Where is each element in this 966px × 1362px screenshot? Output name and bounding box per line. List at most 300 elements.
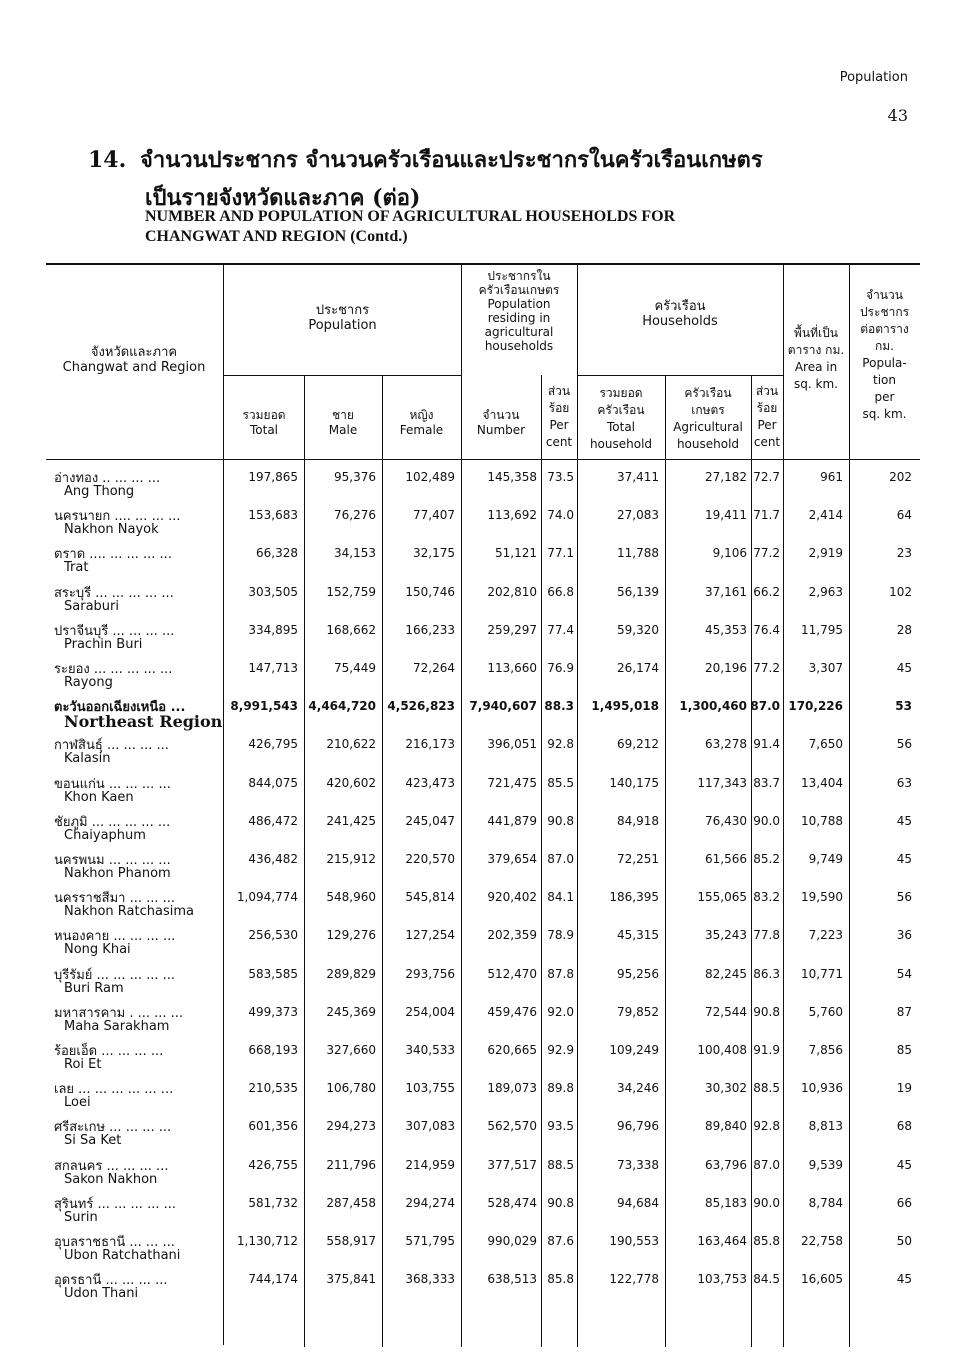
cell-area: 961 [820,470,843,484]
changwat-thai: ระยอง ... ... ... ... ... [54,662,173,677]
cell-agri: 396,051 [487,737,537,752]
cell-agri-pct: 77.4 [547,622,574,637]
cell-agri-pct: 90.8 [547,1195,574,1210]
table-row [46,582,920,620]
cell-agri-pct: 88.5 [547,1157,574,1172]
cell-total: 334,895 [248,622,298,637]
table-top-rule [46,263,920,265]
cell-total: 1,130,712 [236,1234,298,1248]
header-total: รวมยอด Total [242,408,286,437]
cell-agri: 7,940,607 [469,699,537,714]
cell-female: 214,959 [405,1157,455,1172]
cell-hh-total: 56,139 [617,584,659,599]
table-number: 14. [88,147,127,173]
cell-total: 583,585 [248,966,298,981]
cell-hh-agri: 100,408 [697,1043,747,1057]
header-rule-population [224,375,461,376]
cell-agri: 441,879 [487,813,537,828]
changwat-english: Si Sa Ket [64,1133,122,1149]
cell-male: 289,829 [326,966,376,981]
cell-total: 147,713 [248,661,298,675]
cell-agri: 638,513 [487,1272,537,1287]
cell-hh-agri: 89,840 [705,1119,747,1134]
cell-area: 9,749 [808,852,843,866]
header-hh-agri: ครัวเรือน เกษตร Agricultural household [673,386,743,451]
cell-hh-pct: 83.2 [753,890,780,905]
cell-female: 150,746 [405,584,455,599]
cell-total: 303,505 [248,584,298,599]
table-row [46,925,920,963]
changwat-english: Ang Thong [64,484,135,499]
cell-female: 307,083 [405,1119,455,1134]
cell-hh-total: 34,246 [617,1081,659,1096]
cell-total: 486,472 [248,813,298,828]
cell-female: 293,756 [405,966,455,981]
changwat-english: Roi Et [64,1057,102,1072]
cell-hh-agri: 37,161 [705,584,747,599]
changwat-thai: มหาสารคาม . ... ... ... [54,1005,184,1021]
cell-agri-pct: 76.9 [547,661,574,675]
cell-female: 220,570 [405,852,455,866]
header-bottom-rule [46,459,920,460]
changwat-english: Chaiyaphum [64,827,146,843]
cell-agri: 920,402 [487,890,537,905]
cell-hh-total: 26,174 [617,661,659,675]
changwat-english: Buri Ram [64,980,124,996]
cell-hh-total: 94,684 [617,1195,659,1210]
table-row [46,505,920,543]
title-english [145,207,675,247]
cell-area: 3,307 [808,661,843,675]
cell-male: 241,425 [326,813,376,828]
cell-female: 72,264 [413,661,455,675]
cell-male: 245,369 [326,1004,376,1019]
changwat-thai: นครพนม ... ... ... ... [54,853,171,868]
cell-hh-pct: 76.4 [753,622,780,637]
cell-total: 426,795 [248,737,298,752]
cell-hh-pct: 66.2 [753,584,780,599]
cell-density: 36 [896,928,912,943]
changwat-english: Nakhon Nayok [64,522,159,538]
changwat-thai: สุรินทร์ ... ... ... ... ... [54,1196,177,1212]
changwat-thai: อ่างทอง .. ... ... ... [54,471,161,486]
cell-area: 8,784 [808,1195,843,1210]
changwat-thai: บุรีรัมย์ ... ... ... ... ... [54,967,176,983]
table-row [46,543,920,581]
header-changwat: จังหวัดและภาค Changwat and Region [62,345,206,375]
header-agri-number: จำนวน Number [476,408,526,437]
changwat-thai: สกลนคร ... ... ... ... [54,1158,169,1174]
cell-total: 581,732 [248,1195,298,1210]
cell-agri-pct: 87.8 [547,966,574,981]
cell-area: 7,650 [808,737,843,752]
changwat-english: Rayong [64,675,113,690]
cell-hh-total: 45,315 [617,928,659,943]
table-row [46,1155,920,1193]
changwat-english: Nakhon Ratchasima [64,904,194,920]
cell-male: 211,796 [326,1157,376,1172]
cell-total: 601,356 [248,1119,298,1134]
table-row [46,734,920,772]
cell-agri-pct: 74.0 [547,508,574,523]
cell-agri-pct: 87.0 [547,852,574,866]
cell-total: 744,174 [248,1272,298,1287]
cell-agri: 512,470 [487,966,537,981]
table-row [46,1040,920,1078]
cell-hh-agri: 163,464 [697,1234,747,1248]
changwat-english: Trat [64,560,89,576]
cell-hh-pct: 77.2 [753,661,780,675]
cell-hh-pct: 83.7 [753,775,780,790]
title-thai-line2: เป็นรายจังหวัดและภาค (ต่อ) [145,185,421,211]
changwat-english: Sakon Nakhon [64,1171,158,1187]
cell-female: 571,795 [405,1234,455,1248]
table-row [46,1269,920,1307]
cell-female: 103,755 [405,1081,455,1096]
table-row [46,1193,920,1231]
table-row [46,887,920,925]
changwat-english: Nong Khai [64,942,131,958]
cell-agri: 202,359 [487,928,537,943]
header-female: หญิง Female [399,408,444,437]
cell-hh-total: 11,788 [617,546,659,561]
title-thai-line1 [88,142,763,177]
cell-agri: 990,029 [487,1234,537,1248]
cell-agri: 379,654 [487,852,537,866]
cell-agri: 145,358 [487,470,537,484]
cell-density: 56 [896,890,912,905]
table-row [46,620,920,658]
table-row [46,658,920,696]
cell-density: 87 [896,1004,912,1019]
cell-female: 545,814 [405,890,455,905]
changwat-thai: ตะวันออกเฉียงเหนือ ... [54,700,186,716]
cell-area: 16,605 [801,1272,843,1287]
changwat-thai: เลย ... ... ... ... ... ... [54,1082,174,1098]
cell-total: 153,683 [248,508,298,523]
cell-hh-agri: 63,796 [705,1157,747,1172]
cell-agri-pct: 84.1 [547,890,574,905]
header-households: ครัวเรือน Households [642,299,718,329]
table-row [46,1002,920,1040]
cell-total: 668,193 [248,1043,298,1057]
cell-male: 76,276 [334,508,376,523]
cell-male: 168,662 [326,622,376,637]
cell-hh-agri: 76,430 [705,813,747,828]
cell-hh-pct: 86.3 [753,966,780,981]
cell-agri: 202,810 [487,584,537,599]
cell-female: 127,254 [405,928,455,943]
cell-density: 19 [896,1081,912,1096]
cell-female: 245,047 [405,813,455,828]
cell-hh-agri: 9,106 [712,546,747,561]
cell-hh-pct: 91.9 [753,1043,780,1057]
header-hh-total: รวมยอด ครัวเรือน Total household [589,386,653,451]
cell-male: 420,602 [326,775,376,790]
header-area: พื้นที่เป็น ตาราง กม. Area in sq. km. [787,326,845,391]
cell-agri-pct: 93.5 [547,1119,574,1134]
header-agri-percent: ส่วน ร้อย Per cent [545,384,573,449]
cell-female: 368,333 [405,1272,455,1287]
cell-male: 34,153 [334,546,376,561]
cell-area: 7,223 [808,928,843,943]
cell-hh-total: 84,918 [617,813,659,828]
cell-area: 2,414 [808,508,843,523]
table-row [46,1116,920,1154]
changwat-thai: กาฬสินธุ์ ... ... ... ... [54,738,169,754]
cell-hh-agri: 19,411 [705,508,747,523]
cell-male: 210,622 [326,737,376,752]
changwat-thai: ชัยภูมิ ... ... ... ... ... [54,814,171,830]
cell-density: 23 [896,546,912,561]
cell-area: 11,795 [801,622,843,637]
cell-agri-pct: 90.8 [547,813,574,828]
changwat-thai: ขอนแก่น ... ... ... ... [54,776,171,792]
cell-area: 5,760 [808,1004,843,1019]
cell-agri: 113,692 [487,508,537,523]
cell-hh-pct: 85.2 [753,852,780,866]
cell-hh-pct: 90.8 [753,1004,780,1019]
cell-area: 10,936 [801,1081,843,1096]
cell-agri: 189,073 [487,1081,537,1096]
cell-hh-agri: 61,566 [705,852,747,866]
cell-hh-total: 109,249 [609,1043,659,1057]
changwat-thai: ปราจีนบุรี ... ... ... ... [54,623,175,639]
changwat-english: Maha Sarakham [64,1018,170,1034]
title-english-line1: NUMBER AND POPULATION OF AGRICULTURAL HOUSEHOLDS FOR [145,208,676,225]
cell-hh-pct: 88.5 [753,1081,780,1096]
cell-agri: 721,475 [487,775,537,790]
cell-density: 66 [896,1195,912,1210]
cell-hh-total: 96,796 [617,1119,659,1134]
cell-hh-agri: 85,183 [705,1195,747,1210]
cell-agri: 377,517 [487,1157,537,1172]
cell-density: 28 [896,622,912,637]
cell-female: 4,526,823 [387,699,455,714]
title-english-line2: CHANGWAT AND REGION (Contd.) [145,228,408,245]
cell-hh-pct: 77.8 [753,928,780,943]
cell-agri: 51,121 [495,546,537,561]
changwat-english: Prachin Buri [64,636,143,652]
cell-density: 56 [896,737,912,752]
cell-density: 45 [896,1272,912,1287]
changwat-english: Ubon Ratchathani [64,1248,181,1263]
cell-agri: 528,474 [487,1195,537,1210]
cell-hh-agri: 103,753 [697,1272,747,1287]
changwat-english: Northeast Region [64,712,223,732]
cell-female: 216,173 [405,737,455,752]
cell-male: 558,917 [326,1234,376,1248]
running-header: Population [839,70,908,85]
cell-density: 68 [896,1119,912,1134]
table-row [46,849,920,887]
cell-total: 210,535 [248,1081,298,1096]
cell-hh-agri: 35,243 [705,928,747,943]
cell-agri-pct: 85.8 [547,1272,574,1287]
cell-female: 166,233 [405,622,455,637]
cell-hh-pct: 77.2 [753,546,780,561]
table-row [46,467,920,505]
cell-density: 85 [896,1043,912,1057]
cell-area: 19,590 [801,890,843,905]
cell-male: 375,841 [326,1272,376,1287]
cell-agri-pct: 77.1 [547,546,574,561]
cell-agri-pct: 66.8 [547,584,574,599]
cell-hh-total: 72,251 [617,852,659,866]
cell-hh-agri: 45,353 [705,622,747,637]
cell-male: 152,759 [326,584,376,599]
cell-female: 77,407 [413,508,455,523]
cell-density: 54 [896,966,912,981]
cell-male: 129,276 [326,928,376,943]
cell-male: 95,376 [334,470,376,484]
cell-male: 327,660 [326,1043,376,1057]
changwat-thai: อุดรธานี ... ... ... ... [54,1273,168,1289]
cell-area: 22,758 [801,1234,843,1248]
cell-density: 45 [896,813,912,828]
cell-total: 256,530 [248,928,298,943]
cell-hh-total: 73,338 [617,1157,659,1172]
cell-hh-pct: 90.0 [753,813,780,828]
cell-hh-total: 79,852 [617,1004,659,1019]
cell-area: 9,539 [808,1157,843,1172]
header-agri-population: ประชากรใน ครัวเรือนเกษตร Population residing in agricultural households [478,269,560,353]
header-hh-percent: ส่วน ร้อย Per cent [753,384,781,449]
cell-female: 32,175 [413,546,455,561]
cell-hh-agri: 1,300,460 [679,699,747,714]
cell-area: 10,788 [801,813,843,828]
cell-agri-pct: 92.9 [547,1043,574,1057]
cell-agri-pct: 73.5 [547,470,574,484]
changwat-english: Khon Kaen [64,789,134,805]
table-row [46,1078,920,1116]
cell-agri-pct: 88.3 [544,699,574,714]
cell-hh-total: 140,175 [609,775,659,790]
cell-agri: 259,297 [487,622,537,637]
changwat-english: Surin [64,1209,98,1225]
cell-hh-agri: 117,343 [697,775,747,790]
cell-hh-agri: 20,196 [705,661,747,675]
cell-agri-pct: 92.0 [547,1004,574,1019]
cell-total: 197,865 [248,470,298,484]
cell-female: 254,004 [405,1004,455,1019]
cell-hh-total: 95,256 [617,966,659,981]
cell-hh-pct: 91.4 [753,737,780,752]
title-thai-text: จำนวนประชากร จำนวนครัวเรือนและประชากรในครัวเรือนเกษตร [139,147,763,173]
cell-hh-total: 122,778 [609,1272,659,1287]
cell-agri-pct: 89.8 [547,1081,574,1096]
cell-female: 423,473 [405,775,455,790]
cell-total: 499,373 [248,1004,298,1019]
changwat-thai: สระบุรี ... ... ... ... ... [54,585,174,601]
cell-area: 13,404 [801,775,843,790]
cell-hh-pct: 92.8 [753,1119,780,1134]
cell-density: 45 [896,661,912,675]
cell-total: 8,991,543 [230,699,298,714]
cell-hh-total: 37,411 [617,470,659,484]
cell-density: 53 [895,699,912,714]
cell-density: 64 [896,508,912,523]
changwat-thai: ศรีสะเกษ ... ... ... ... [54,1120,172,1136]
table-row [46,696,920,734]
cell-female: 294,274 [405,1195,455,1210]
header-male: ชาย Male [328,408,358,437]
changwat-thai: อุบลราชธานี ... ... ... [54,1235,175,1250]
cell-hh-pct: 84.5 [753,1272,780,1287]
cell-density: 45 [896,1157,912,1172]
table-row [46,811,920,849]
cell-area: 10,771 [801,966,843,981]
cell-agri: 562,570 [487,1119,537,1134]
changwat-thai: ร้อยเอ็ด ... ... ... ... [54,1044,164,1059]
cell-male: 106,780 [326,1081,376,1096]
cell-male: 548,960 [326,890,376,905]
cell-area: 7,856 [808,1043,843,1057]
changwat-thai: นครนายก .... ... ... ... [54,509,181,525]
changwat-english: Saraburi [64,598,119,614]
cell-hh-agri: 30,302 [705,1081,747,1096]
cell-total: 66,328 [256,546,298,561]
cell-agri: 620,665 [487,1043,537,1057]
cell-hh-agri: 82,245 [705,966,747,981]
cell-total: 426,755 [248,1157,298,1172]
cell-agri-pct: 78.9 [547,928,574,943]
cell-hh-agri: 72,544 [705,1004,747,1019]
cell-area: 2,919 [808,546,843,561]
cell-male: 215,912 [326,852,376,866]
cell-total: 436,482 [248,852,298,866]
cell-agri: 113,660 [487,661,537,675]
header-density: จำนวน ประชากร ต่อตาราง กม. Popula- tion per sq. km. [859,288,910,421]
cell-density: 63 [896,775,912,790]
cell-hh-pct: 87.0 [750,699,780,714]
table-row [46,1231,920,1269]
cell-hh-total: 69,212 [617,737,659,752]
cell-hh-pct: 87.0 [753,1157,780,1172]
cell-agri-pct: 92.8 [547,737,574,752]
cell-hh-pct: 90.0 [753,1195,780,1210]
cell-area: 8,813 [808,1119,843,1134]
cell-male: 294,273 [326,1119,376,1134]
changwat-thai: นครราชสีมา ... ... ... [54,891,176,907]
cell-hh-total: 27,083 [617,508,659,523]
changwat-english: Kalasin [64,751,111,767]
cell-agri: 459,476 [487,1004,537,1019]
changwat-thai: หนองคาย ... ... ... ... [54,929,176,945]
header-population: ประชากร Population [308,303,377,333]
cell-hh-pct: 71.7 [753,508,780,523]
cell-agri-pct: 87.6 [547,1234,574,1248]
changwat-english: Nakhon Phanom [64,866,171,881]
cell-total: 1,094,774 [236,890,298,905]
cell-hh-total: 1,495,018 [591,699,659,714]
cell-male: 75,449 [334,661,376,675]
cell-hh-total: 186,395 [609,890,659,905]
cell-male: 4,464,720 [308,699,376,714]
cell-hh-agri: 27,182 [705,470,747,484]
cell-agri-pct: 85.5 [547,775,574,790]
header-rule-households [577,375,783,376]
cell-female: 102,489 [405,470,455,484]
cell-density: 202 [889,470,912,484]
table-row [46,773,920,811]
cell-density: 45 [896,852,912,866]
table-row [46,964,920,1002]
changwat-english: Udon Thani [64,1286,139,1302]
cell-density: 102 [889,584,912,599]
changwat-thai: ตราด .... ... ... ... ... [54,547,172,563]
page-number: 43 [887,106,908,125]
